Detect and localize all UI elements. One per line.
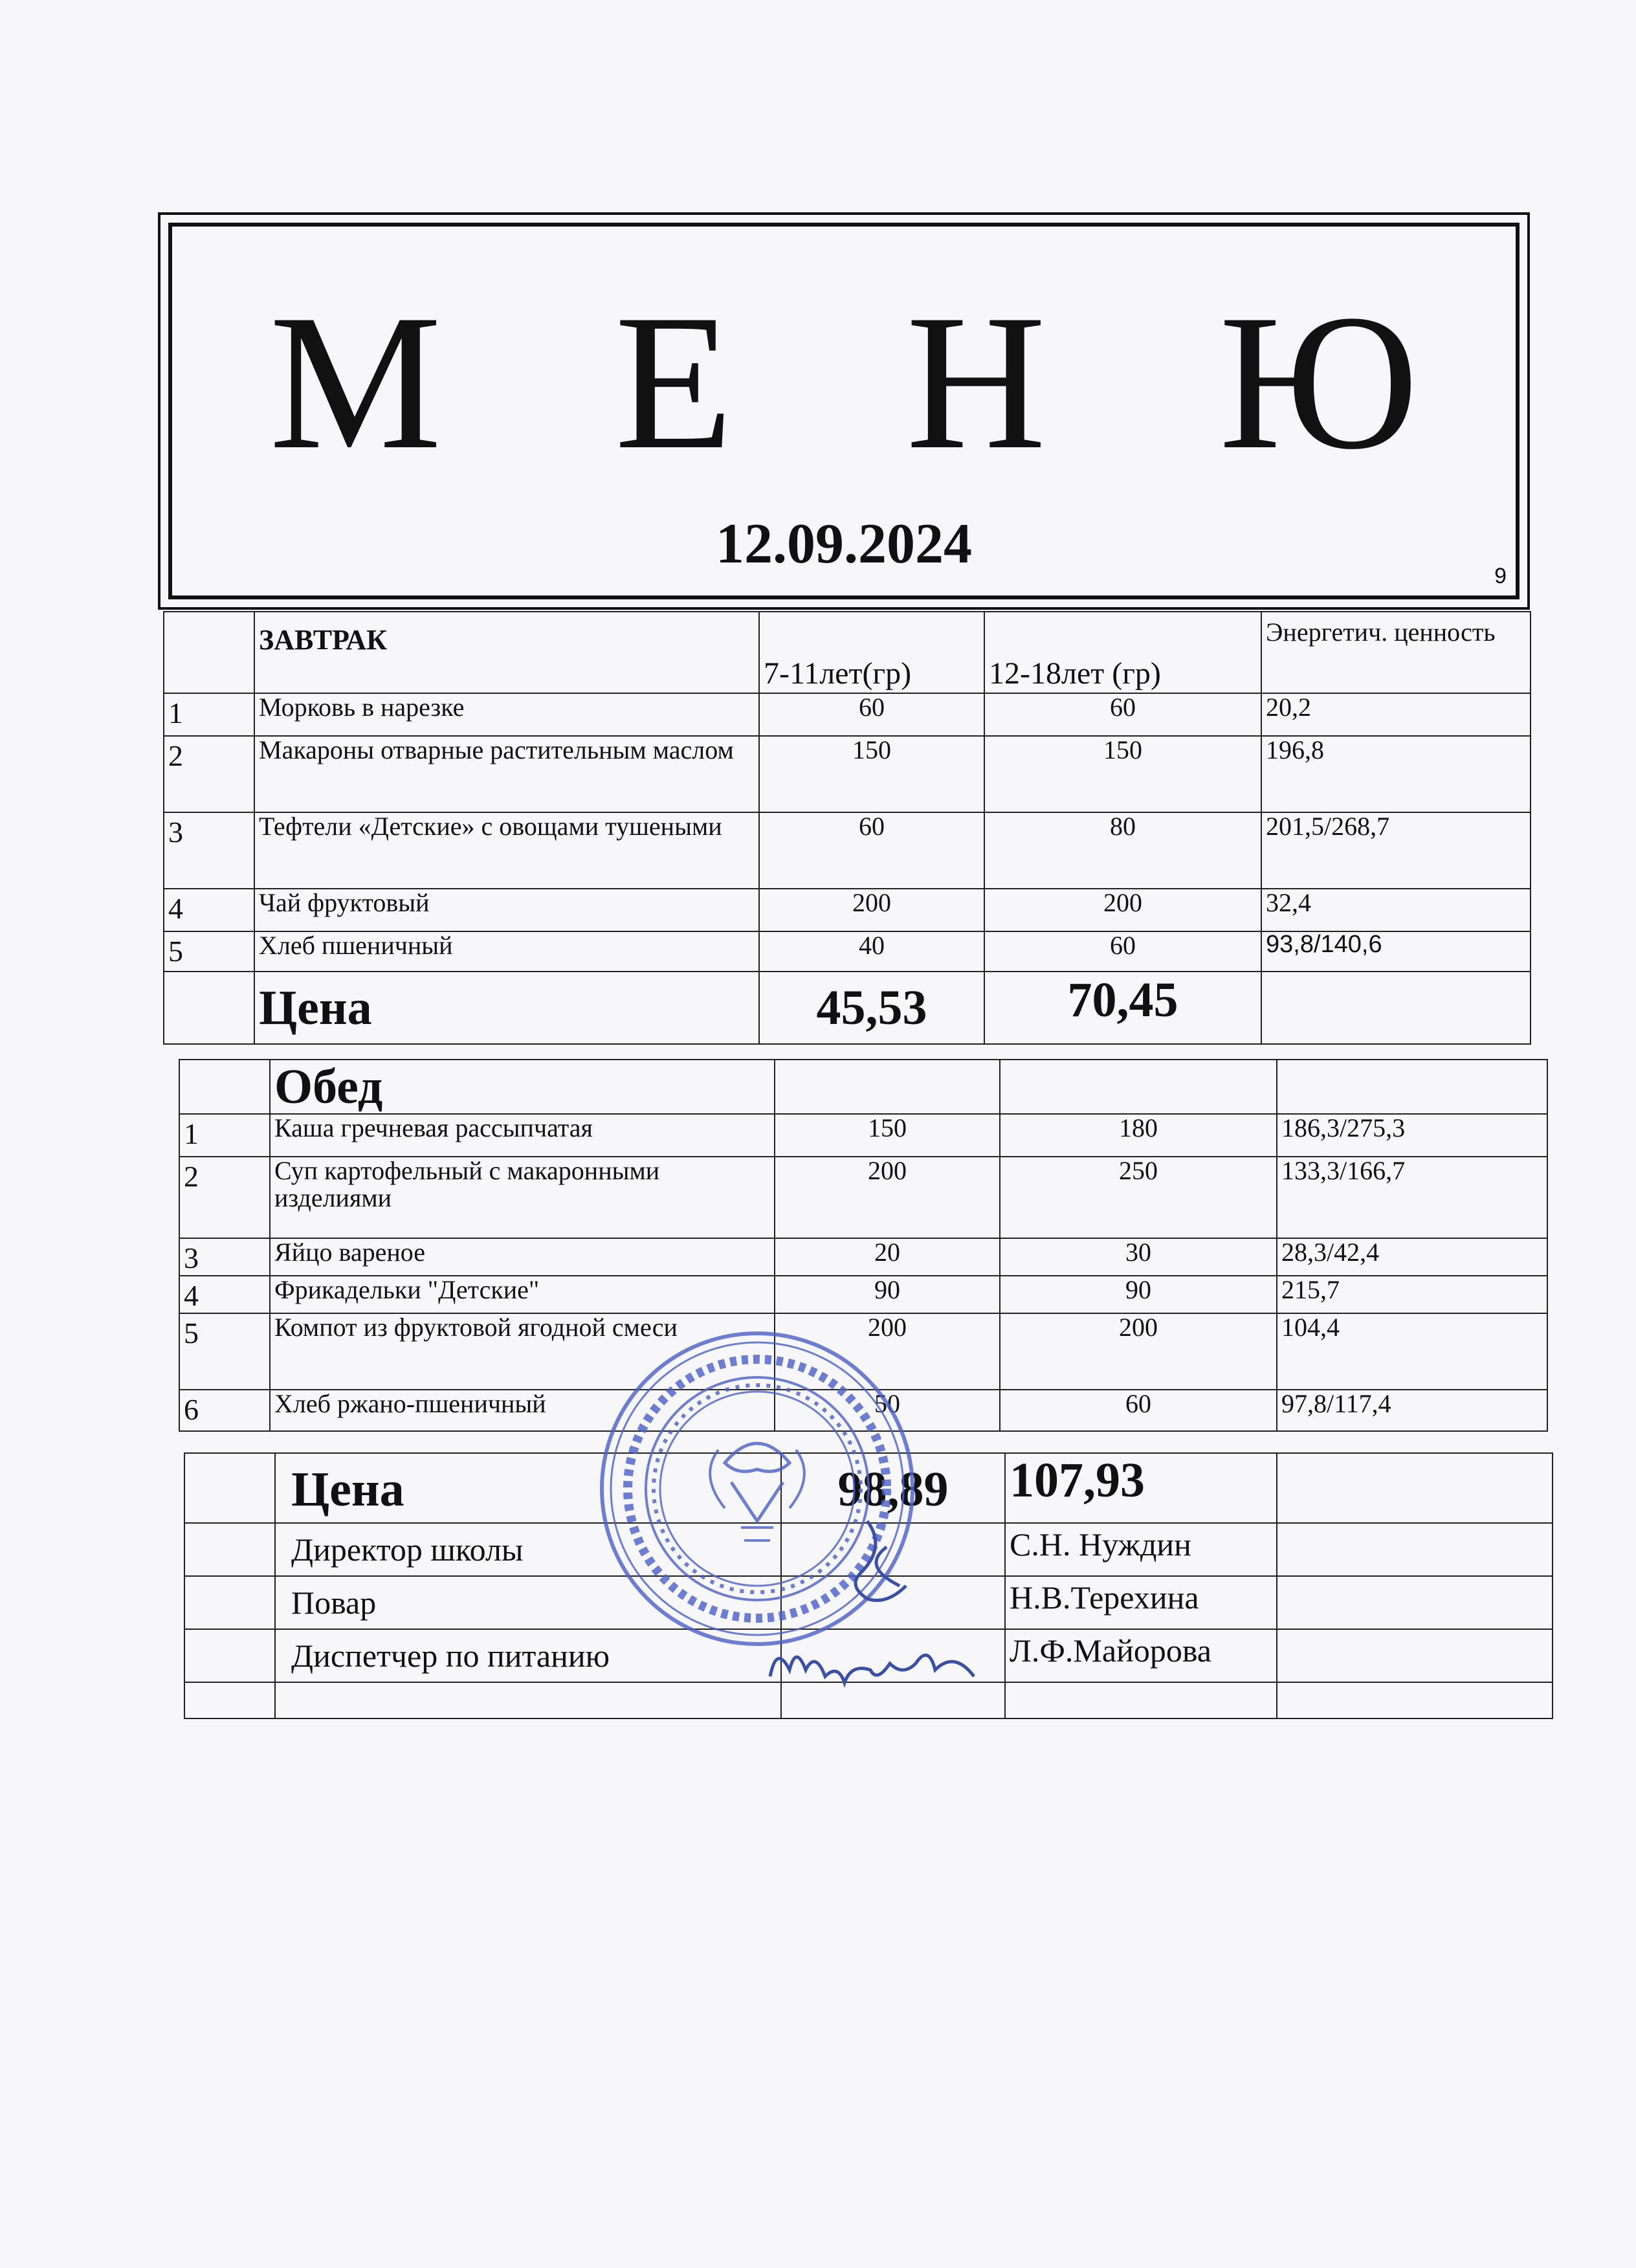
breakfast-header-row xyxy=(164,612,1531,693)
table-row xyxy=(179,1276,1547,1313)
table-row xyxy=(179,1238,1547,1276)
price-7-11: 98,89 xyxy=(781,1453,1005,1523)
portion-7-11: 200 xyxy=(775,1313,1000,1390)
table-cell xyxy=(1277,1682,1553,1718)
portion-12-18: 80 xyxy=(984,812,1261,889)
column-header-energy: Энергетич. ценность xyxy=(1261,612,1531,693)
breakfast-table xyxy=(163,611,1531,1045)
price-12-18: 70,45 xyxy=(984,972,1261,1044)
portion-12-18: 200 xyxy=(1000,1313,1277,1390)
energy-value: 93,8/140,6 xyxy=(1261,931,1531,972)
page-number: 9 xyxy=(1494,564,1507,588)
signature-role: Повар xyxy=(275,1576,781,1629)
table-cell xyxy=(1000,1060,1277,1114)
energy-value: 28,3/42,4 xyxy=(1277,1238,1547,1276)
table-cell xyxy=(275,1682,781,1718)
dish-name: Чай фруктовый xyxy=(254,889,759,931)
lunch-heading: Обед xyxy=(270,1060,775,1114)
table-row xyxy=(164,693,1531,736)
signature-role: Директор школы xyxy=(275,1523,781,1576)
energy-value: 104,4 xyxy=(1277,1313,1547,1390)
portion-12-18: 200 xyxy=(984,889,1261,931)
column-header-7-11: 7-11лет(гр) xyxy=(759,612,984,693)
row-number: 3 xyxy=(179,1238,270,1276)
portion-12-18: 60 xyxy=(984,693,1261,736)
row-number: 4 xyxy=(164,889,254,931)
table-cell xyxy=(184,1453,275,1523)
table-cell xyxy=(1261,972,1531,1044)
row-number: 4 xyxy=(179,1276,270,1313)
director-signature-icon xyxy=(828,1508,945,1625)
table-cell xyxy=(1277,1453,1553,1523)
table-cell xyxy=(1005,1682,1277,1718)
energy-value: 186,3/275,3 xyxy=(1277,1114,1547,1157)
table-cell xyxy=(1277,1060,1547,1114)
row-number: 2 xyxy=(179,1157,270,1238)
dish-name: Хлеб пшеничный xyxy=(254,931,759,972)
signature-name: Л.Ф.Майорова xyxy=(1005,1629,1277,1682)
dish-name: Каша гречневая рассыпчатая xyxy=(270,1114,775,1157)
portion-7-11: 60 xyxy=(759,693,984,736)
table-cell xyxy=(184,1523,275,1576)
energy-value: 201,5/268,7 xyxy=(1261,812,1531,889)
portion-12-18: 180 xyxy=(1000,1114,1277,1157)
energy-value: 20,2 xyxy=(1261,693,1531,736)
portion-12-18: 60 xyxy=(984,931,1261,972)
row-number: 6 xyxy=(179,1390,270,1431)
portion-7-11: 40 xyxy=(759,931,984,972)
portion-12-18: 30 xyxy=(1000,1238,1277,1276)
dish-name: Морковь в нарезке xyxy=(254,693,759,736)
row-number: 1 xyxy=(164,693,254,736)
portion-12-18: 60 xyxy=(1000,1390,1277,1431)
dish-name: Суп картофельный с макаронными изделиями xyxy=(270,1157,775,1238)
table-row xyxy=(179,1114,1547,1157)
row-number: 3 xyxy=(164,812,254,889)
lunch-header-row xyxy=(179,1060,1547,1114)
table-cell xyxy=(775,1060,1000,1114)
energy-value: 97,8/117,4 xyxy=(1277,1390,1547,1431)
menu-title: М Е Н Ю xyxy=(269,274,1481,489)
dish-name: Фрикадельки "Детские" xyxy=(270,1276,775,1313)
table-cell xyxy=(1277,1576,1553,1629)
row-number: 5 xyxy=(179,1313,270,1390)
portion-7-11: 200 xyxy=(759,889,984,931)
signature-role: Диспетчер по питанию xyxy=(275,1629,781,1682)
menu-header-inner-frame xyxy=(168,223,1520,599)
energy-value: 133,3/166,7 xyxy=(1277,1157,1547,1238)
table-row xyxy=(179,1157,1547,1238)
table-row xyxy=(164,812,1531,889)
menu-date: 12.09.2024 xyxy=(716,513,972,575)
menu-header-box xyxy=(158,212,1530,610)
breakfast-heading: ЗАВТРАК xyxy=(254,612,759,693)
dispatcher-signature-icon xyxy=(764,1631,997,1696)
breakfast-price-row xyxy=(164,972,1531,1044)
table-cell xyxy=(1277,1523,1553,1576)
row-number: 2 xyxy=(164,736,254,812)
portion-7-11: 200 xyxy=(775,1157,1000,1238)
signature-name: С.Н. Нуждин xyxy=(1005,1523,1277,1576)
table-cell xyxy=(164,612,254,693)
portion-12-18: 90 xyxy=(1000,1276,1277,1313)
table-cell xyxy=(184,1629,275,1682)
table-cell xyxy=(184,1682,275,1718)
price-7-11: 45,53 xyxy=(759,972,984,1044)
price-label: Цена xyxy=(254,972,759,1044)
dish-name: Тефтели «Детские» с овощами тушеными xyxy=(254,812,759,889)
dish-name: Компот из фруктовой ягодной смеси xyxy=(270,1313,775,1390)
table-cell xyxy=(179,1060,270,1114)
portion-7-11: 60 xyxy=(759,812,984,889)
table-cell xyxy=(164,972,254,1044)
column-header-12-18: 12-18лет (гр) xyxy=(984,612,1261,693)
dish-name: Хлеб ржано-пшеничный xyxy=(270,1390,775,1431)
portion-12-18: 150 xyxy=(984,736,1261,812)
price-label: Цена xyxy=(275,1453,781,1523)
table-row xyxy=(164,931,1531,972)
portion-7-11: 150 xyxy=(775,1114,1000,1157)
row-number: 1 xyxy=(179,1114,270,1157)
portion-12-18: 250 xyxy=(1000,1157,1277,1238)
dish-name: Яйцо вареное xyxy=(270,1238,775,1276)
signature-name: Н.В.Терехина xyxy=(1005,1576,1277,1629)
dish-name: Макароны отварные растительным маслом xyxy=(254,736,759,812)
energy-value: 32,4 xyxy=(1261,889,1531,931)
portion-7-11: 20 xyxy=(775,1238,1000,1276)
portion-7-11: 150 xyxy=(759,736,984,812)
energy-value: 196,8 xyxy=(1261,736,1531,812)
portion-7-11: 90 xyxy=(775,1276,1000,1313)
price-12-18: 107,93 xyxy=(1005,1453,1277,1523)
energy-value: 215,7 xyxy=(1277,1276,1547,1313)
table-cell xyxy=(1277,1629,1553,1682)
table-row xyxy=(164,736,1531,812)
portion-7-11: 50 xyxy=(775,1390,1000,1431)
table-cell xyxy=(184,1576,275,1629)
table-row xyxy=(164,889,1531,931)
row-number: 5 xyxy=(164,931,254,972)
